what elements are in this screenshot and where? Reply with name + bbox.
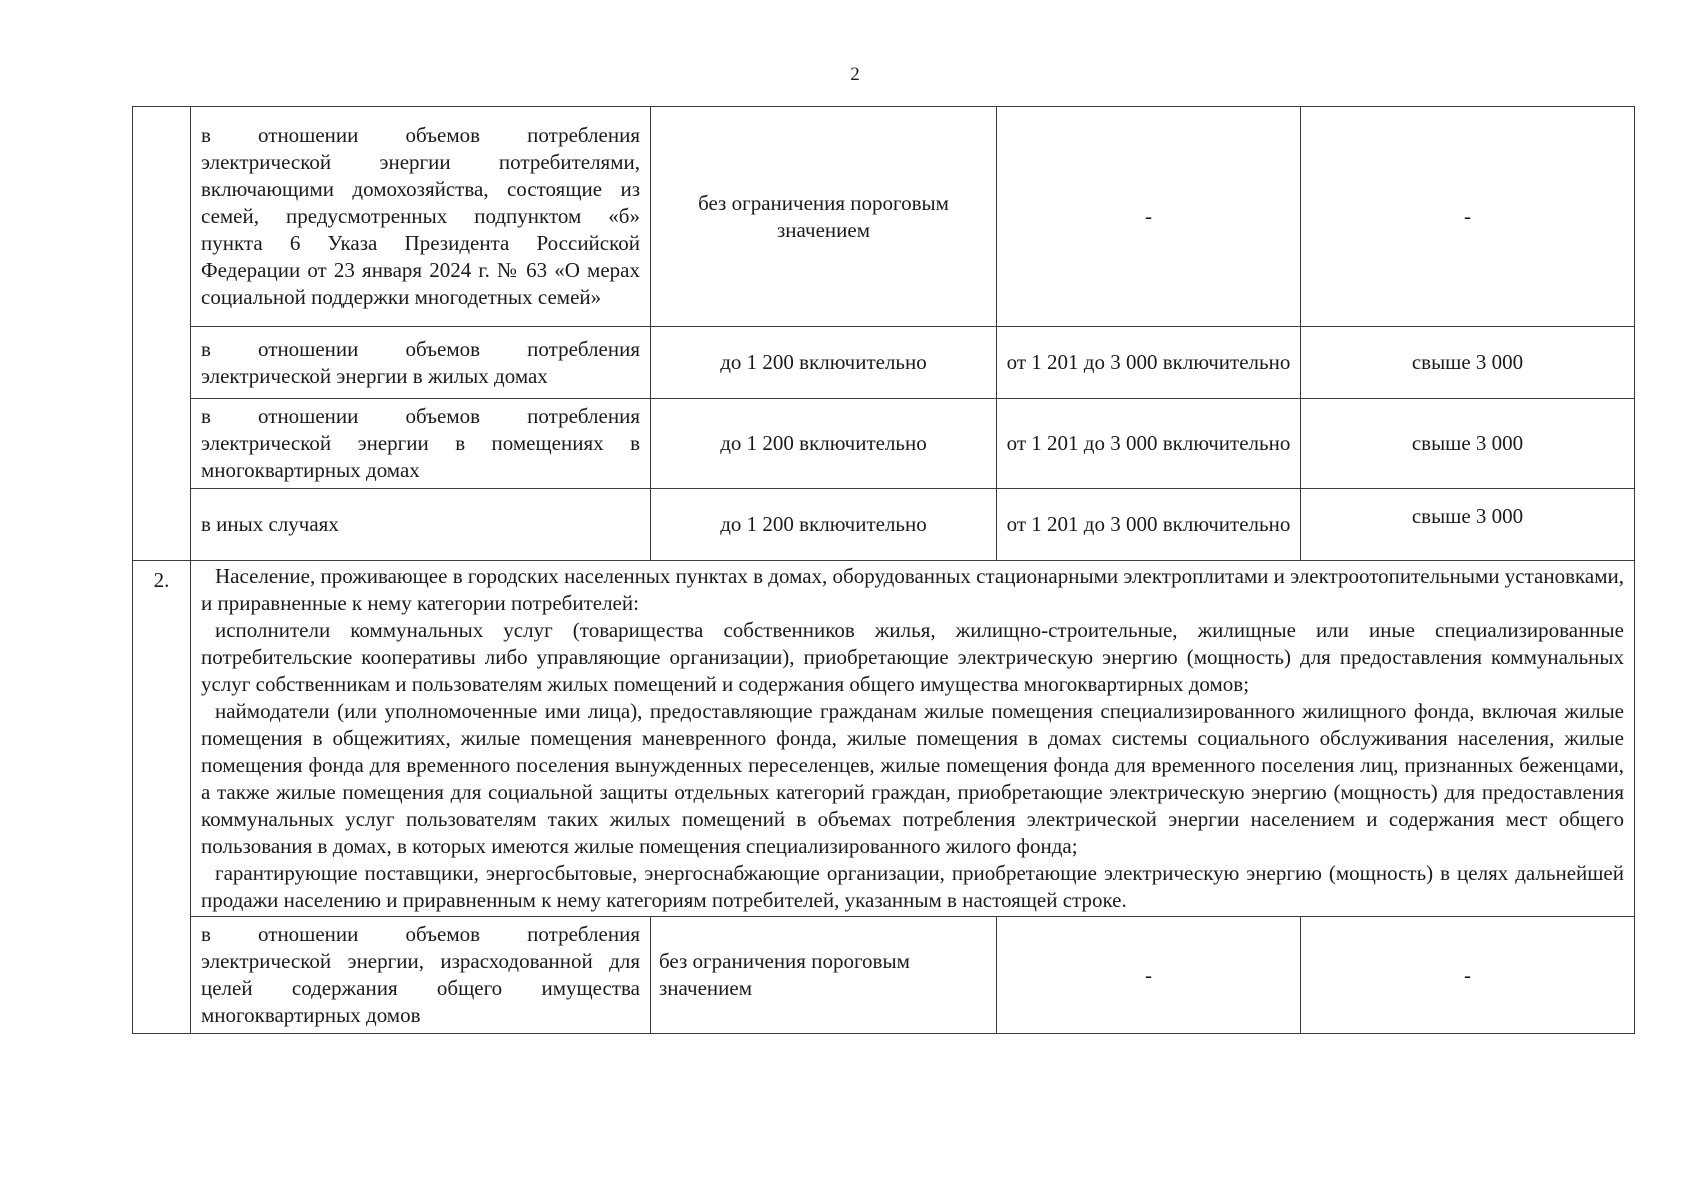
range-cell-1: до 1 200 включительно	[651, 489, 997, 561]
range-cell-2: -	[997, 107, 1301, 327]
category-paragraph: наймодатели (или уполномоченные ими лица), предоставляющие гражданам жилые помещения специализированного жилищного фонда, включая жилые помещения в общежитиях, жилые помещения маневренного фонда, жилые помещения в домах системы социального обслуживания населения, жилые помещения фонда для временного поселения вынужденных переселенцев, жилые помещения фонда для временного поселения лиц, признанных беженцами, а также жилые помещения для социальной защиты отдельных категорий граждан, приобретающие электрическую энергию (мощность) для предоставления коммунальных услуг пользователям таких жилых помещений в объемах потребления электрической энергии населением и содержания мест общего пользования в домах, в которых имеются жилые помещения специализированного жилого фонда;	[201, 699, 1624, 858]
page-number: 2	[850, 64, 860, 85]
category-description	[191, 561, 1635, 917]
table-row	[133, 399, 1635, 489]
table-row	[133, 489, 1635, 561]
category-paragraph: Население, проживающее в городских населенных пунктах в домах, оборудованных стационарными электроплитами и электроотопительными установками, и приравненные к нему категории потребителей:	[201, 564, 1624, 615]
row-number-cell	[133, 107, 191, 561]
range-cell-2: -	[997, 917, 1301, 1034]
range-cell-2: от 1 201 до 3 000 включительно	[997, 327, 1301, 399]
tariff-table	[132, 106, 1635, 1034]
range-cell-3: -	[1301, 917, 1635, 1034]
category-paragraph: гарантирующие поставщики, энергосбытовые, энергоснабжающие организации, приобретающие электрическую энергию (мощность) в целях дальнейшей продажи населению и приравненным к нему категориям потребителей, указанным в настоящей строке.	[201, 861, 1624, 912]
table-row	[133, 107, 1635, 327]
range-cell-1: до 1 200 включительно	[651, 399, 997, 489]
consumption-description: в отношении объемов потребления электрической энергии, израсходованной для целей содержания общего имущества многоквартирных домов	[191, 917, 651, 1034]
table-row	[133, 561, 1635, 917]
range-cell-1: до 1 200 включительно	[651, 327, 997, 399]
consumption-description: в отношении объемов потребления электрической энергии потребителями, включающими домохозяйства, состоящие из семей, предусмотренных подпунктом «б» пункта 6 Указа Президента Российской Федерации от 23 января 2024 г. № 63 «О мерах социальной поддержки многодетных семей»	[191, 107, 651, 327]
range-cell-2: от 1 201 до 3 000 включительно	[997, 489, 1301, 561]
range-cell-2: от 1 201 до 3 000 включительно	[997, 399, 1301, 489]
row-number-cell: 2.	[133, 561, 191, 1034]
table-row	[133, 917, 1635, 1034]
table-row	[133, 327, 1635, 399]
range-cell-3: свыше 3 000	[1301, 489, 1635, 561]
range-cell-1: без ограничения пороговым значением	[651, 107, 997, 327]
consumption-description: в отношении объемов потребления электрической энергии в помещениях в многоквартирных домах	[191, 399, 651, 489]
category-paragraph: исполнители коммунальных услуг (товарищества собственников жилья, жилищно-строительные, жилищные или иные специализированные потребительские кооперативы либо управляющие организации), приобретающие электрическую энергию (мощность) для предоставления коммунальных услуг собственникам и пользователям жилых помещений и содержания общего имущества многоквартирных домов;	[201, 618, 1624, 696]
range-cell-1: без ограничения пороговым значением	[651, 917, 997, 1034]
consumption-description: в иных случаях	[191, 489, 651, 561]
range-cell-3: -	[1301, 107, 1635, 327]
consumption-description: в отношении объемов потребления электрической энергии в жилых домах	[191, 327, 651, 399]
range-cell-3: свыше 3 000	[1301, 327, 1635, 399]
range-cell-3: свыше 3 000	[1301, 399, 1635, 489]
